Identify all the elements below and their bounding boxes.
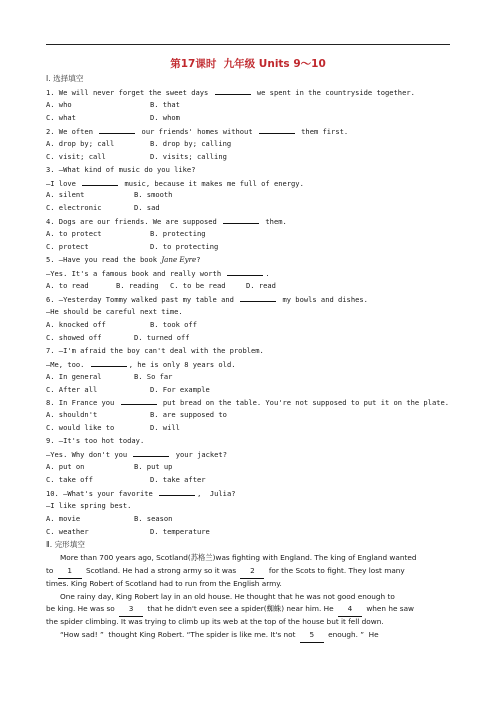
passage-line: times. King Robert of Scotland had to run from the English army.: [46, 578, 282, 588]
option[interactable]: D. visits; calling: [150, 151, 227, 161]
answer-blank[interactable]: [259, 125, 295, 134]
option[interactable]: C. protect: [46, 242, 89, 252]
options-row: [46, 526, 456, 539]
option[interactable]: D. whom: [150, 112, 180, 122]
option[interactable]: C. electronic: [46, 203, 102, 213]
passage-line: the spider climbing. It was trying to climb up its web at the top of the house but it fell down.: [46, 617, 384, 627]
option[interactable]: A. movie: [46, 513, 81, 523]
options-row: [46, 280, 456, 293]
option[interactable]: D. will: [150, 423, 180, 433]
option[interactable]: C. weather: [46, 526, 89, 536]
answer-blank[interactable]: [223, 215, 259, 224]
option[interactable]: C. take off: [46, 475, 93, 485]
question-9-response: [46, 448, 456, 461]
options-row: [46, 319, 456, 332]
options-row: [46, 513, 456, 526]
question-9: 9. —It's too hot today.: [46, 436, 145, 446]
option[interactable]: D. For example: [150, 384, 210, 394]
cloze-blank-4[interactable]: 4: [338, 603, 362, 617]
option[interactable]: B. season: [134, 513, 173, 523]
passage-line: be king. He was so 3 that he didn't even see a spider(蜘蛛) near him. He 4 when he saw: [46, 603, 456, 616]
passage-line: More than 700 years ago, Scotland(苏格兰)was fighting with England. The king of England wanted: [60, 552, 417, 562]
question-3: 3. —What kind of music do you like?: [46, 164, 196, 174]
option[interactable]: B. smooth: [134, 190, 173, 200]
question-text: 5. —Have you read the book: [46, 255, 162, 265]
question-text: ?: [196, 255, 201, 265]
answer-blank[interactable]: [159, 487, 195, 496]
option[interactable]: C. visit; call: [46, 151, 106, 161]
option[interactable]: A. who: [46, 99, 72, 109]
cloze-blank-1[interactable]: 1: [58, 565, 82, 579]
option[interactable]: B. reading: [116, 281, 159, 290]
options-row: [46, 461, 456, 474]
question-text: —Me, too.: [46, 359, 85, 369]
option[interactable]: C. After all: [46, 384, 98, 394]
question-text: them.: [265, 217, 287, 227]
option[interactable]: C. to be read: [170, 281, 226, 290]
option[interactable]: B. drop by; calling: [150, 138, 232, 148]
question-text: —Yes. It's a famous book and really worth: [46, 269, 222, 279]
option[interactable]: A. to read: [46, 281, 89, 290]
question-text: , Julia?: [197, 489, 236, 498]
option[interactable]: A. drop by; call: [46, 138, 115, 148]
question-text: we spent in the countryside together.: [256, 87, 415, 97]
cloze-blank-3[interactable]: 3: [119, 603, 143, 617]
option[interactable]: A. silent: [46, 190, 85, 200]
answer-blank[interactable]: [227, 267, 263, 276]
question-6-response: —He should be careful next time.: [46, 306, 183, 316]
options-row: [46, 409, 456, 422]
question-7-response: [46, 358, 456, 371]
options-row: [46, 151, 456, 164]
header-rule: [46, 44, 450, 45]
question-text: my bowls and dishes.: [282, 294, 368, 304]
option[interactable]: B. took off: [150, 319, 197, 329]
book-title: Jane Eyre: [161, 255, 197, 265]
answer-blank[interactable]: [133, 448, 169, 457]
question-5-response: [46, 267, 456, 280]
option[interactable]: D. take after: [150, 475, 206, 485]
option[interactable]: B. that: [150, 99, 180, 109]
options-row: [46, 112, 456, 125]
question-text: .: [265, 269, 270, 279]
option[interactable]: B. are supposed to: [150, 410, 227, 420]
options-row: [46, 241, 456, 254]
question-text: 2. We often: [46, 126, 93, 136]
options-row: [46, 371, 456, 384]
question-5: [46, 254, 456, 267]
options-row: [46, 384, 456, 397]
option[interactable]: D. turned off: [134, 332, 190, 342]
option[interactable]: C. showed off: [46, 332, 102, 342]
question-text: put bread on the table. You're not supposed to put it on the plate.: [162, 398, 450, 408]
question-text: 8. In France you: [46, 398, 115, 408]
options-row: [46, 99, 456, 112]
option[interactable]: D. sad: [134, 203, 160, 213]
question-10-response: —I like spring best.: [46, 500, 132, 510]
options-row: [46, 332, 456, 345]
question-text: our friends' homes without: [141, 126, 253, 136]
question-text: your jacket?: [175, 450, 227, 460]
options-row: [46, 138, 456, 151]
option[interactable]: D. temperature: [150, 526, 210, 536]
cloze-blank-5[interactable]: 5: [300, 629, 324, 643]
question-1: [46, 86, 456, 99]
question-8: [46, 396, 456, 409]
answer-blank[interactable]: [91, 358, 127, 367]
options-row: [46, 202, 456, 215]
passage-line: One rainy day, King Robert lay in an old house. He thought that he was not good enough to: [60, 591, 395, 601]
question-text: 4. Dogs are our friends. We are supposed: [46, 217, 217, 227]
answer-blank[interactable]: [99, 125, 135, 134]
question-text: —Yes. Why don't you: [46, 450, 128, 460]
question-text: them first.: [301, 126, 349, 136]
options-row: [46, 422, 456, 435]
question-3-response: [46, 177, 456, 190]
question-text: , he is only 8 years old.: [128, 359, 236, 369]
option[interactable]: A. put on: [46, 462, 85, 472]
option[interactable]: C. what: [46, 112, 76, 122]
question-text: 6. —Yesterday Tommy walked past my table and: [46, 294, 234, 304]
option[interactable]: A. knocked off: [46, 319, 106, 329]
cloze-blank-2[interactable]: 2: [240, 565, 264, 579]
option[interactable]: C. would like to: [46, 423, 115, 433]
option[interactable]: A. to protect: [46, 229, 102, 239]
option[interactable]: B. protecting: [150, 229, 206, 239]
section-heading: Ⅰ. 选择填空: [46, 74, 84, 83]
question-text: music, because it makes me full of energy.: [124, 178, 304, 188]
passage-line: “How sad! ” thought King Robert. “The spider is like me. It's not 5 enough. ” He: [46, 629, 456, 642]
option[interactable]: A. In general: [46, 371, 102, 381]
options-row: [46, 228, 456, 241]
answer-blank[interactable]: [240, 293, 276, 302]
question-text: 10. —What's your favorite: [46, 489, 153, 498]
question-text: 1. We will never forget the sweet days: [46, 87, 209, 97]
question-7: 7. —I'm afraid the boy can't deal with the problem.: [46, 345, 264, 355]
question-4: [46, 215, 456, 228]
option[interactable]: D. to protecting: [150, 242, 219, 252]
option[interactable]: B. So far: [134, 371, 173, 381]
answer-blank[interactable]: [82, 177, 118, 186]
passage-line: to 1 Scotland. He had a strong army so it was 2 for the Scots to fight. They lost many: [46, 565, 456, 578]
options-row: [46, 474, 456, 487]
page-title: 第17课时 九年级 Units 9～10: [170, 58, 326, 70]
question-6: [46, 293, 456, 306]
answer-blank[interactable]: [215, 86, 251, 95]
option[interactable]: A. shouldn't: [46, 410, 98, 420]
options-row: [46, 189, 456, 202]
worksheet-body: [46, 73, 456, 642]
option[interactable]: D. read: [246, 281, 276, 290]
answer-blank[interactable]: [121, 396, 157, 405]
question-10: [46, 487, 456, 500]
option[interactable]: B. put up: [134, 462, 173, 472]
question-text: —I love: [46, 178, 76, 188]
section-heading: Ⅱ. 完形填空: [46, 539, 85, 549]
question-2: [46, 125, 456, 138]
